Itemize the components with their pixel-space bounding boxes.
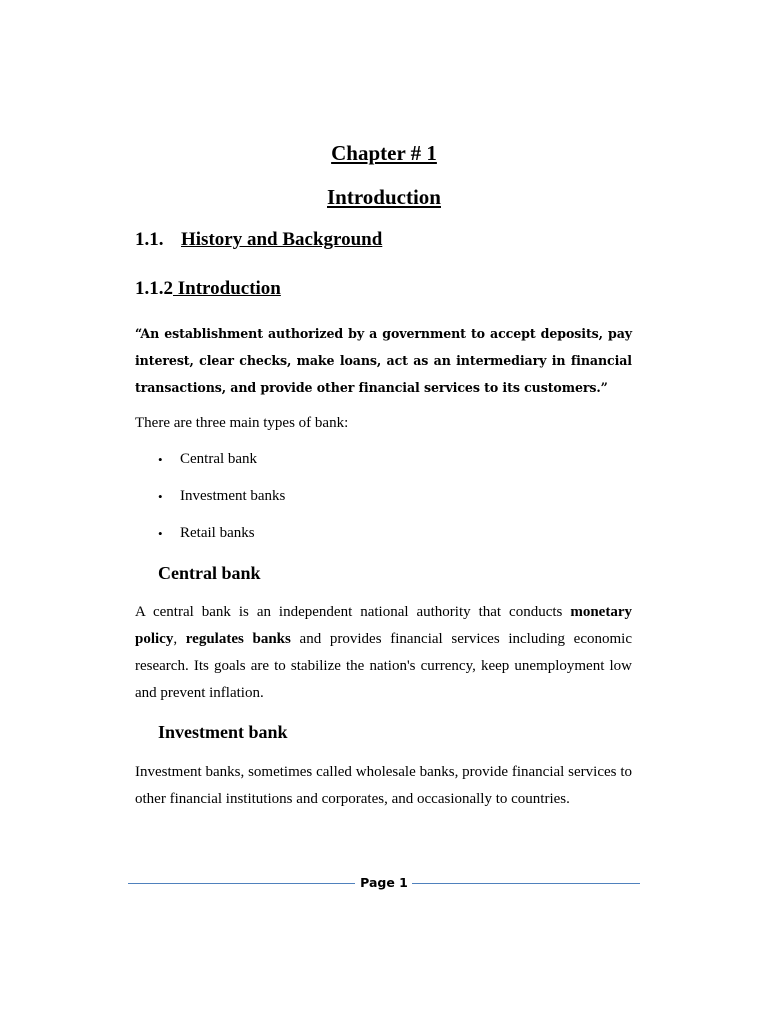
page-number: Page 1 xyxy=(360,875,408,890)
footer-rule-right xyxy=(412,883,640,884)
types-intro-text: There are three main types of bank: xyxy=(135,415,349,431)
central-bank-paragraph xyxy=(135,599,632,707)
subsection-heading xyxy=(135,276,281,302)
chapter-subtitle: Introduction xyxy=(327,185,441,209)
footer-rule-left xyxy=(128,883,355,884)
section-number: 1.1. xyxy=(135,229,164,250)
list-item-label: Retail banks xyxy=(180,525,255,541)
bullet-marker: • xyxy=(158,452,163,467)
paragraph-text: and provides financial services including economic research. Its goals are to stabilize the nation's currency, keep unemployment low and prevent inflation. xyxy=(135,631,632,701)
paragraph-text: A central bank is an independent national authority that conducts xyxy=(135,604,571,620)
definition-quote: “An establishment authorized by a government to accept deposits, pay interest, clear checks, make loans, act as an intermediary in financial transactions, and provide other financial services to its customers.” xyxy=(135,326,632,395)
keyword-monetary-policy: monetary policy xyxy=(135,604,632,647)
list-item-label: Central bank xyxy=(180,451,258,467)
chapter-title: Chapter # 1 xyxy=(331,141,437,165)
keyword-regulates-banks: regulates banks xyxy=(185,631,291,647)
subsection-number: 1.1.2 xyxy=(135,278,173,299)
subsection-title: Introduction xyxy=(173,278,281,299)
section-title: History and Background xyxy=(181,229,383,250)
central-bank-heading: Central bank xyxy=(158,563,261,583)
section-heading xyxy=(135,227,382,253)
list-item-label: Investment banks xyxy=(180,488,286,504)
bullet-marker: • xyxy=(158,526,163,541)
bullet-marker: • xyxy=(158,489,163,504)
paragraph-text: , xyxy=(173,631,186,647)
investment-bank-paragraph: Investment banks, sometimes called wholesale banks, provide financial services to other financial institutions and corporates, and occasionally to countries. xyxy=(135,764,632,807)
investment-bank-heading: Investment bank xyxy=(158,722,288,742)
